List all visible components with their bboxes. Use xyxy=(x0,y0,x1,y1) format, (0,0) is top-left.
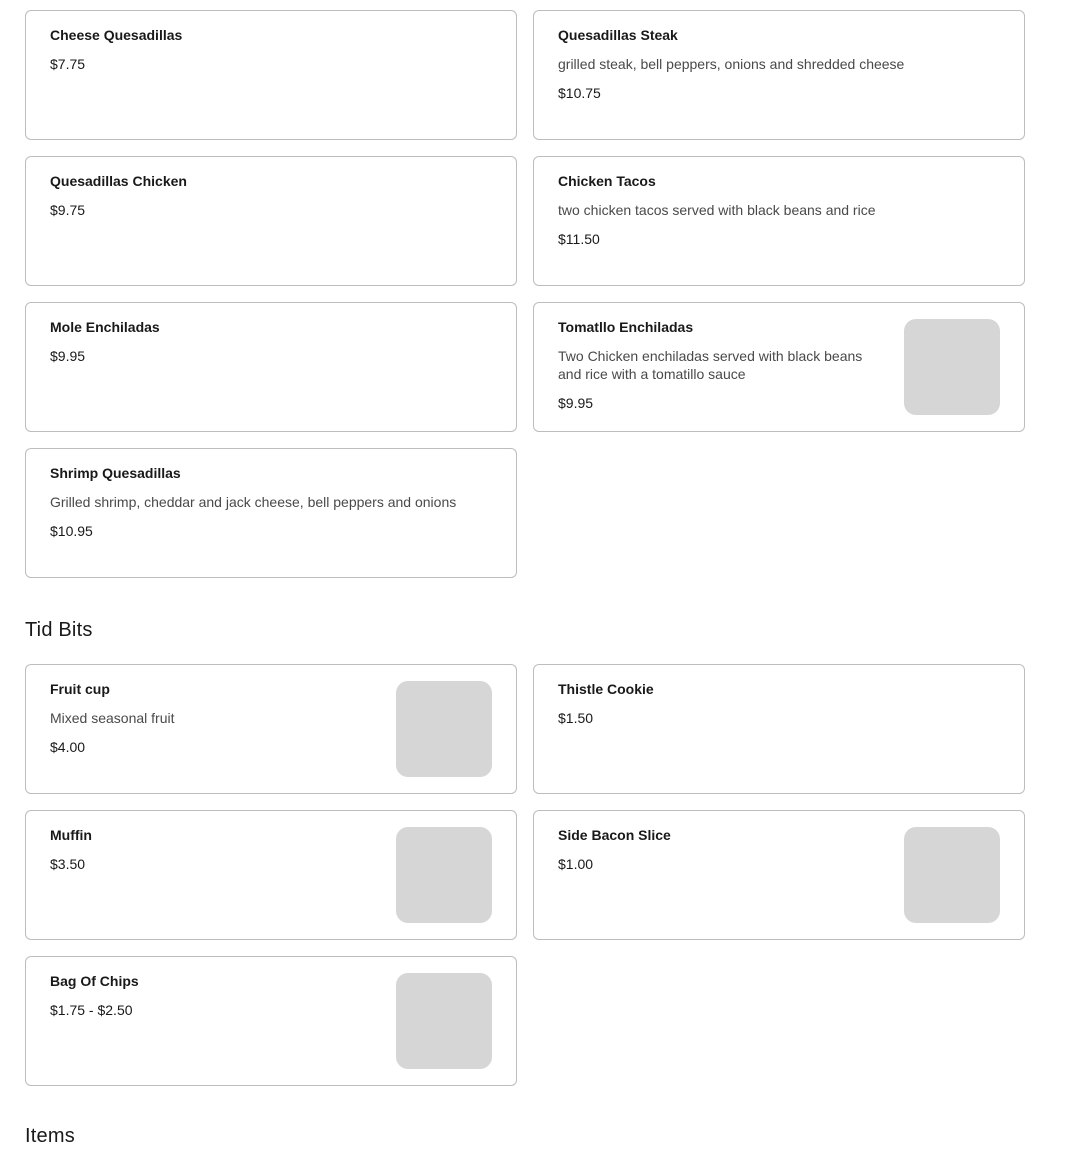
menu-item-card[interactable] xyxy=(533,10,1025,140)
menu-item-image-placeholder xyxy=(396,973,492,1069)
menu-item-name: Quesadillas Steak xyxy=(558,27,678,43)
menu-item-name: Cheese Quesadillas xyxy=(50,27,183,43)
menu-item-card[interactable] xyxy=(533,810,1025,940)
menu-item-price: $4.00 xyxy=(50,739,86,755)
menu-item-card[interactable] xyxy=(533,302,1025,432)
menu-item-image-placeholder xyxy=(904,319,1000,415)
menu-item-price: $11.50 xyxy=(558,231,600,247)
menu-item-name: Muffin xyxy=(50,827,92,843)
menu-item-image-placeholder xyxy=(904,827,1000,923)
menu-item-price: $1.00 xyxy=(558,856,594,872)
menu-item-card[interactable] xyxy=(533,156,1025,286)
menu-item-name: Shrimp Quesadillas xyxy=(50,465,181,481)
menu-item-price: $7.75 xyxy=(50,56,86,72)
menu-item-name: Bag Of Chips xyxy=(50,973,139,989)
menu-item-price: $3.50 xyxy=(50,856,86,872)
menu-item-description: grilled steak, bell peppers, onions and shredded cheese xyxy=(558,56,905,72)
menu-item-card[interactable] xyxy=(25,448,517,578)
menu-item-price: $1.50 xyxy=(558,710,594,726)
menu-item-name: Tomatllo Enchiladas xyxy=(558,319,694,335)
menu-item-card[interactable] xyxy=(25,10,517,140)
menu-item-description: Two Chicken enchiladas served with black beans and rice with a tomatillo sauce xyxy=(558,348,863,382)
menu-item-price: $10.75 xyxy=(558,85,601,101)
menu-item-name: Quesadillas Chicken xyxy=(50,173,187,189)
section-title-items: Items xyxy=(25,1125,75,1147)
section-title-tid-bits: Tid Bits xyxy=(25,619,93,641)
menu-item-card[interactable] xyxy=(25,956,517,1086)
menu-item-card[interactable] xyxy=(25,302,517,432)
menu-item-card[interactable] xyxy=(25,156,517,286)
menu-item-name: Chicken Tacos xyxy=(558,173,656,189)
menu-item-name: Fruit cup xyxy=(50,681,110,697)
menu-item-image-placeholder xyxy=(396,827,492,923)
menu-item-price: $9.75 xyxy=(50,202,86,218)
menu-item-price: $10.95 xyxy=(50,523,93,539)
menu-item-price: $1.75 - $2.50 xyxy=(50,1002,133,1018)
menu-item-price: $9.95 xyxy=(50,348,86,364)
menu-item-description: Mixed seasonal fruit xyxy=(50,710,175,726)
menu-item-card[interactable] xyxy=(25,664,517,794)
menu-item-name: Mole Enchiladas xyxy=(50,319,160,335)
menu-item-description: Grilled shrimp, cheddar and jack cheese, bell peppers and onions xyxy=(50,494,457,510)
menu-grid-tid-bits xyxy=(25,664,1025,1086)
menu-item-description: two chicken tacos served with black beans and rice xyxy=(558,202,876,218)
menu-item-name: Thistle Cookie xyxy=(558,681,654,697)
menu-item-image-placeholder xyxy=(396,681,492,777)
menu-page xyxy=(25,0,1025,1170)
menu-item-card[interactable] xyxy=(533,664,1025,794)
menu-item-price: $9.95 xyxy=(558,395,594,411)
menu-item-card[interactable] xyxy=(25,810,517,940)
menu-item-name: Side Bacon Slice xyxy=(558,827,671,843)
menu-grid-quesadillas xyxy=(25,10,1025,578)
